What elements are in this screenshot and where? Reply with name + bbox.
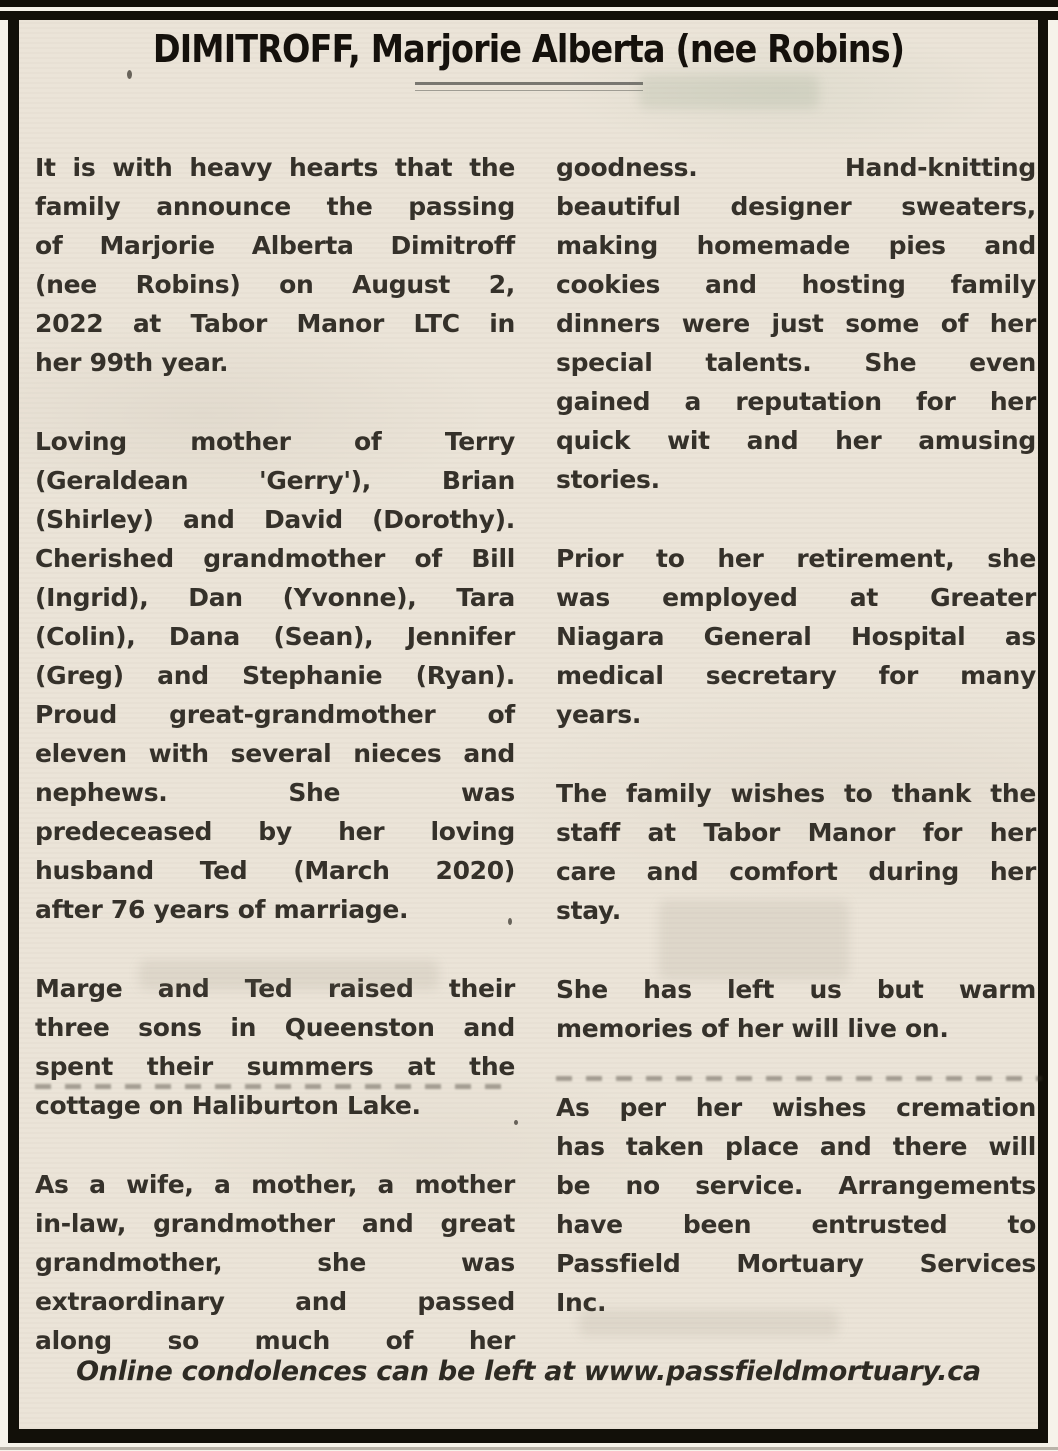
- text-line: cottage on Haliburton Lake.: [35, 1091, 421, 1120]
- text-line: (Geraldean 'Gerry'), Brian: [35, 466, 515, 495]
- scan-artifact-speck: [127, 70, 132, 79]
- text-line: nephews. She was: [35, 778, 515, 807]
- text-line: Niagara General Hospital as: [556, 622, 1036, 651]
- text-line: after 76 years of marriage.: [35, 895, 409, 924]
- text-line: (Ingrid), Dan (Yvonne), Tara: [35, 583, 515, 612]
- paragraph: [35, 148, 515, 382]
- text-line: (Colin), Dana (Sean), Jennifer: [35, 622, 515, 651]
- text-line: special talents. She even: [556, 348, 1036, 377]
- frame-top-bar-outer: [0, 0, 1058, 7]
- text-line: As per her wishes cremation: [556, 1093, 1036, 1122]
- paragraph: [556, 539, 1036, 734]
- text-line: (nee Robins) on August 2,: [35, 270, 515, 299]
- text-line: (Shirley) and David (Dorothy).: [35, 505, 515, 534]
- text-line: gained a reputation for her: [556, 387, 1036, 416]
- text-line: care and comfort during her: [556, 857, 1036, 886]
- text-line: The family wishes to thank the: [556, 779, 1036, 808]
- paragraph: [35, 422, 515, 929]
- text-line: has taken place and there will: [556, 1132, 1036, 1161]
- frame-top-bar-inner: [0, 11, 1058, 20]
- scan-artifact-dash-left: [35, 1084, 513, 1089]
- scan-artifact-smudge: [659, 900, 849, 980]
- condolences-footer: Online condolences can be left at www.passfieldmortuary.ca: [76, 1356, 981, 1387]
- frame-left-border: [8, 11, 19, 1443]
- text-line: Proud great-grandmother of: [35, 700, 515, 729]
- text-line: stories.: [556, 465, 660, 494]
- title-divider: [415, 82, 643, 91]
- obituary-column-right: [556, 148, 1036, 1362]
- scan-artifact-smudge: [639, 75, 819, 109]
- text-line: making homemade pies and: [556, 231, 1036, 260]
- text-line: grandmother, she was: [35, 1248, 515, 1277]
- text-line: in-law, grandmother and great: [35, 1209, 515, 1238]
- text-line: dinners were just some of her: [556, 309, 1036, 338]
- scan-artifact-dash-right: [556, 1076, 1042, 1081]
- obituary-column-left: [35, 148, 515, 1400]
- scan-artifact-smudge: [579, 1310, 839, 1336]
- text-line: goodness. Hand-knitting: [556, 153, 1036, 182]
- newsprint-paper: [19, 20, 1038, 1429]
- text-line: Cherished grandmother of Bill: [35, 544, 515, 573]
- text-line: (Greg) and Stephanie (Ryan).: [35, 661, 515, 690]
- text-line: spent their summers at the: [35, 1052, 515, 1081]
- text-line: husband Ted (March 2020): [35, 856, 515, 885]
- text-line: Passfield Mortuary Services: [556, 1249, 1036, 1278]
- text-line: She has left us but warm: [556, 975, 1036, 1004]
- text-line: predeceased by her loving: [35, 817, 515, 846]
- text-line: stay.: [556, 896, 621, 925]
- frame-right-border: [1038, 20, 1048, 1443]
- text-line: cookies and hosting family: [556, 270, 1036, 299]
- frame-bottom-bar: [8, 1429, 1048, 1443]
- text-line: extraordinary and passed: [35, 1287, 515, 1316]
- text-line: along so much of her: [35, 1326, 515, 1355]
- text-line: years.: [556, 700, 642, 729]
- paragraph: [556, 1088, 1036, 1322]
- paragraph: [556, 970, 1036, 1048]
- text-line: Marge and Ted raised their: [35, 974, 515, 1003]
- text-line: Inc.: [556, 1288, 607, 1317]
- text-line: beautiful designer sweaters,: [556, 192, 1036, 221]
- text-line: was employed at Greater: [556, 583, 1036, 612]
- text-line: eleven with several nieces and: [35, 739, 515, 768]
- scan-artifact-speck: [508, 918, 512, 925]
- text-line: quick wit and her amusing: [556, 426, 1036, 455]
- obituary-title: DIMITROFF, Marjorie Alberta (nee Robins): [152, 27, 905, 71]
- text-line: memories of her will live on.: [556, 1014, 949, 1043]
- text-line: her 99th year.: [35, 348, 229, 377]
- text-line: medical secretary for many: [556, 661, 1036, 690]
- scan-artifact-smudge: [139, 960, 439, 990]
- text-line: staff at Tabor Manor for her: [556, 818, 1036, 847]
- text-line: 2022 at Tabor Manor LTC in: [35, 309, 515, 338]
- text-line: three sons in Queenston and: [35, 1013, 515, 1042]
- text-line: Loving mother of Terry: [35, 427, 515, 456]
- text-line: be no service. Arrangements: [556, 1171, 1036, 1200]
- paragraph: [556, 148, 1036, 499]
- text-line: It is with heavy hearts that the: [35, 153, 515, 182]
- text-line: Prior to her retirement, she: [556, 544, 1036, 573]
- paragraph: [35, 1165, 515, 1360]
- text-line: of Marjorie Alberta Dimitroff: [35, 231, 515, 260]
- text-line: As a wife, a mother, a mother: [35, 1170, 515, 1199]
- frame-bottom-shadow: [0, 1447, 1058, 1450]
- text-line: family announce the passing: [35, 192, 515, 221]
- text-line: have been entrusted to: [556, 1210, 1036, 1239]
- paragraph: [35, 969, 515, 1125]
- scan-artifact-speck: [514, 1120, 518, 1125]
